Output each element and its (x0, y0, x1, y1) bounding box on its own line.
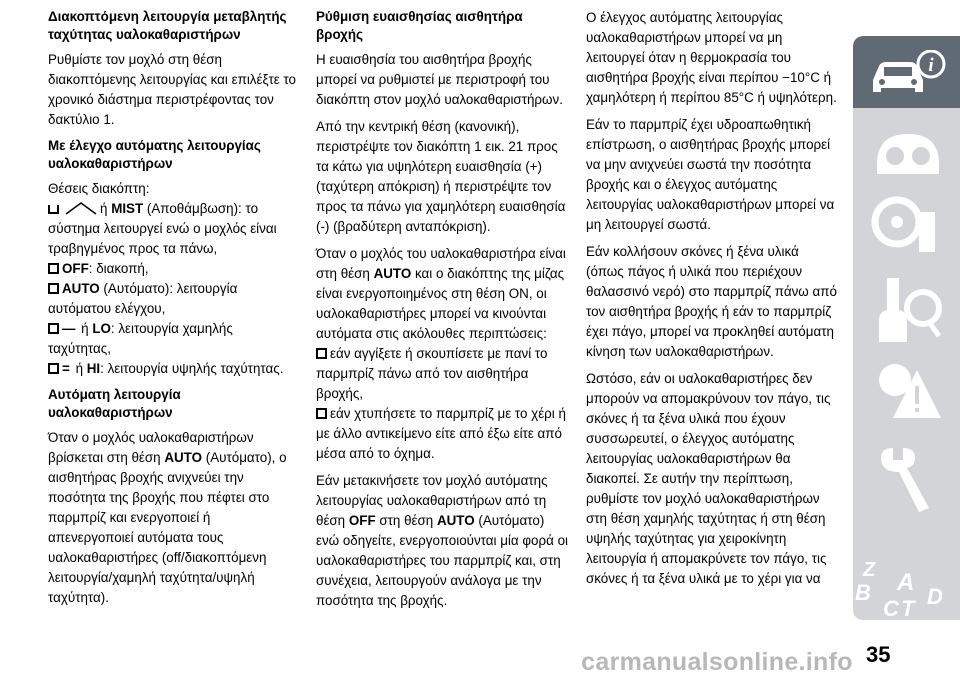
paragraph-intermittent: Ρυθμίστε τον μοχλό στη θέση διακοπτόμενης λειτουργίας και επιλέξτε το χρονικό διάστημα περιστρέφοντας τον δακτύλιο 1. (48, 52, 296, 127)
paragraph-temperature: Ο έλεγχος αυτόματης λειτουργίας υαλοκαθαριστήρων μπορεί να μη λειτουργεί όταν η θερμοκρασία του αισθητήρα βροχής είναι περίπου −10°C ή χαμηλότερη ή περίπου 85°C ή υψηλότερη. (586, 10, 837, 105)
start-drive-icon[interactable] (869, 272, 945, 346)
bullet-icon (48, 263, 59, 274)
car-info-icon (867, 50, 949, 96)
page-number: 35 (866, 642, 891, 667)
svg-text:i: i (928, 55, 934, 76)
heading-intermittent: Διακοπτόμενη λειτουργία μεταβλητής ταχύτητας υαλοκαθαριστήρων (48, 9, 287, 42)
dashboard-icon[interactable] (873, 128, 943, 188)
safety-icon[interactable] (871, 194, 943, 258)
paragraph-off-to-auto: Εάν μετακινήσετε τον μοχλό αυτόματης λειτουργίας υαλοκαθαριστήρων από τη θέση OFF στη θέση AUTO (Αυτόματο) ενώ οδηγείτε, ενεργοποιούνται μία φορά οι υαλοκαθαριστήρες του παρμπρίζ και, στη συνέχεια, λειτουργούν ανάλογα με την ποσότητα της βροχής. (316, 473, 568, 608)
paragraph-switch-positions: Θέσεις διακόπτη: ή MIST (Αποθάμβωση): το σύστημα λειτουργεί ενώ ο μοχλός είναι τραβηγμένος προς τα πάνω, OFF: διακοπή, AUTO (Αυτόματο): λειτουργία αυτόματου ελέγχου, — ή LO: λειτουργία χαμηλής ταχύτητας, = ή HI: λειτουργία υψηλής ταχύτητας. (48, 181, 284, 376)
paragraph-sensitivity: Η ευαισθησία του αισθητήρα βροχής μπορεί να ρυθμιστεί με περιστροφή του διακόπτη στον μοχλό υαλοκαθαριστήρων. (316, 52, 563, 107)
lo-symbol: — (62, 321, 76, 336)
hi-symbol: = (62, 361, 70, 376)
index-letter: T (901, 596, 915, 620)
bullet-icon (48, 203, 59, 214)
heading-sensitivity: Ρύθμιση ευαισθησίας αισθητήρα βροχής (316, 9, 523, 42)
index-letter: Z (863, 559, 876, 581)
index-letter: B (855, 580, 871, 605)
column-3 (586, 8, 840, 596)
bullet-icon (316, 348, 327, 359)
bullet-icon (48, 283, 59, 294)
bullet-icon (316, 408, 327, 419)
chapter-sidebar (853, 36, 960, 620)
bullet-icon (48, 323, 59, 334)
watermark: carmanualsonline.info (581, 648, 853, 676)
paragraph-foreign-matter: Εάν κολλήσουν σκόνες ή ξένα υλικά (όπως πάγος ή υλικά που περιέχουν θαλασσινό νερό) στο παρμπρίζ πάνω από τον αισθητήρα βροχής ή εάν το παρμπρίζ έχει πάγο, μπορεί να προκληθεί αυτόματη κίνηση των υαλοκαθαριστήρων. (586, 244, 837, 359)
index-letter: A (897, 569, 915, 596)
paragraph-auto-operation: Όταν ο μοχλός υαλοκαθαριστήρων βρίσκεται στη θέση AUTO (Αυτόματο), ο αισθητήρας βροχής ανιχνεύει την ποσότητα της βροχής που πέφτει στο παρμπρίζ και ενεργοποιεί ή απενεργοποιεί αυτόματα τους υαλοκαθαριστήρες (off/διακοπτόμενη λειτουργία/χαμηλή ταχύτητα/υψηλή ταχύτητα). (48, 430, 287, 605)
paragraph-auto-cases: Όταν ο μοχλός του υαλοκαθαριστήρα είναι στη θέση AUTO και ο διακόπτης της μίζας είναι ενεργοποιημένος στη θέση ON, οι υαλοκαθαριστήρες μπορεί να κινούνται αυτόματα στις ακόλουθες περιπτώσεις: εάν αγγίξετε ή σκουπίσετε με πανί το παρμπρίζ πάνω από τον αισθητήρα βροχής, εάν χτυπήσετε το παρμπρίζ με το χέρι ή με άλλο αντικείμενο είτε από έξω είτε από μέσα από το όχημα. (316, 246, 566, 461)
mist-symbol-icon (64, 201, 98, 215)
heading-auto-control: Με έλεγχο αυτόματης λειτουργίας υαλοκαθαριστήρων (48, 138, 261, 171)
bullet-icon (48, 363, 59, 374)
warning-icon[interactable] (871, 358, 943, 426)
paragraph-sensitivity-adjust: Από την κεντρική θέση (κανονική), περιστρέψτε τον διακόπτη 1 εικ. 21 προς τα κάτω για υψηλότερη ευαισθησία (+) (ταχύτερη απόκριση) ή περιστρέψτε τον προς τα πάνω για χαμηλότερη ευαισθησία (-) (βραδύτερη ανταπόκριση). (316, 119, 566, 234)
index-letter: D (927, 584, 943, 609)
column-1 (48, 8, 298, 615)
sidebar-active-tab[interactable] (853, 36, 960, 108)
heading-auto-operation: Αυτόματη λειτουργία υαλοκαθαριστήρων (48, 387, 181, 420)
paragraph-coating: Εάν το παρμπρίζ έχει υδροαπωθητική επίστρωση, ο αισθητήρας βροχής μπορεί να μην ανιχνεύει σωστά την ποσότητα βροχής και ο έλεγχος αυτόματης λειτουργίας υαλοκαθαριστήρων μπορεί να μη λειτουργεί σωστά. (586, 117, 835, 232)
index-icon[interactable] (853, 556, 960, 620)
index-letter: C (883, 596, 899, 620)
column-2 (316, 8, 568, 618)
wrench-icon[interactable] (873, 444, 941, 514)
paragraph-ice: Ωστόσο, εάν οι υαλοκαθαριστήρες δεν μπορούν να απομακρύνουν τον πάγο, τις σκόνες ή τα ξένα υλικά που έχουν συσσωρευτεί, ο έλεγχος αυτόματης λειτουργίας υαλοκαθαριστήρων θα διακοπεί. Σε αυτήν την περίπτωση, ρυθμίστε τον μοχλό υαλοκαθαριστήρων στη θέση χαμηλής ταχύτητας ή στη θέση υψηλής ταχύτητας για χειροκίνητη λειτουργία ή απομακρύνετε τον πάγο, τις σκόνες ή τα ξένα υλικά με το χέρι για να (586, 371, 831, 586)
